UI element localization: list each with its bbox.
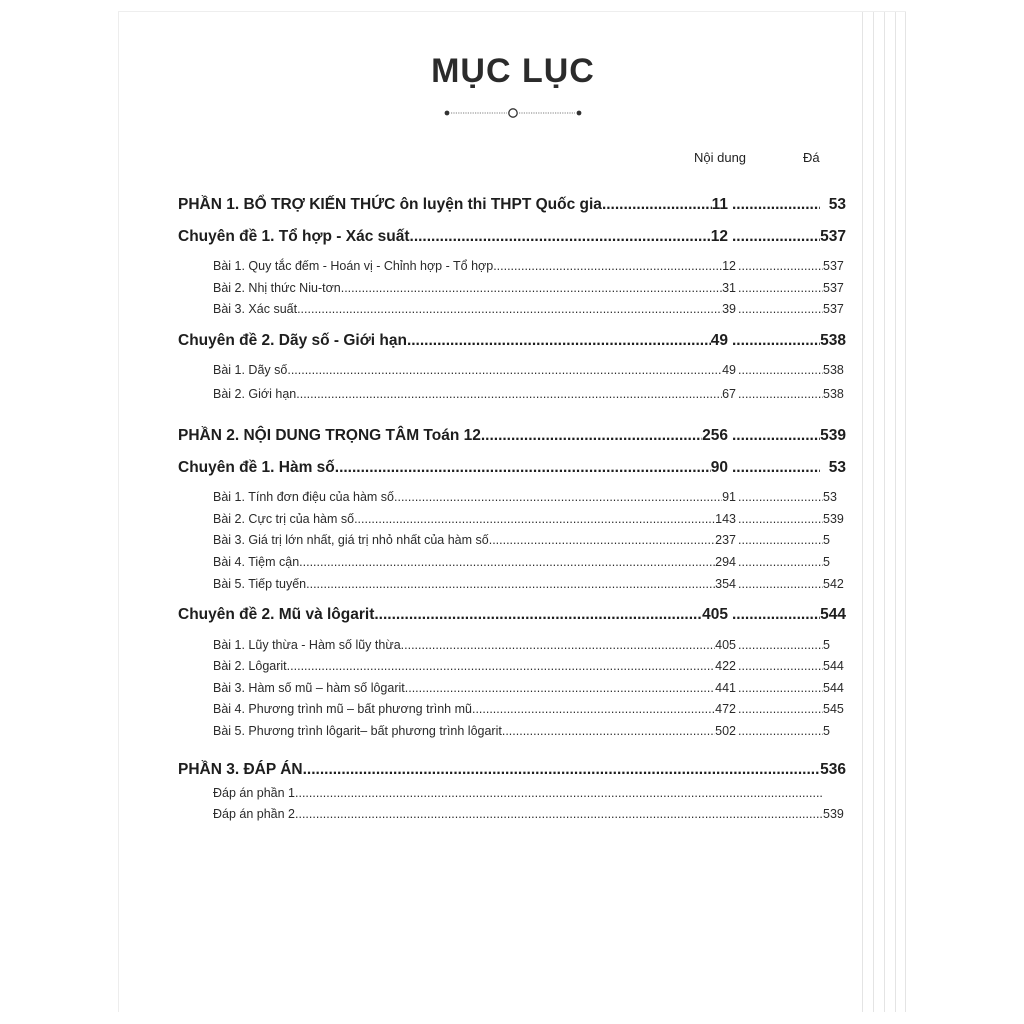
dot-leader bbox=[306, 577, 715, 591]
toc-entry-lesson[interactable] bbox=[213, 387, 846, 409]
entry-title: Bài 1. Lũy thừa - Hàm số lũy thừa bbox=[213, 638, 401, 652]
entry-page: 12 bbox=[722, 259, 736, 273]
entry-answer-page: 5 bbox=[823, 724, 830, 738]
entry-answer-page: 544 bbox=[823, 681, 844, 695]
page-left-edge bbox=[118, 12, 119, 1012]
entry-title: Bài 1. Quy tắc đếm - Hoán vị - Chỉnh hợp - Tổ hợp bbox=[213, 259, 494, 273]
entry-page: 502 bbox=[715, 724, 736, 738]
entry-answer-page: 5 bbox=[823, 555, 830, 569]
toc-entry-chapter[interactable] bbox=[178, 459, 846, 483]
entry-answer-page: 53 bbox=[828, 459, 846, 476]
entry-title: Bài 4. Tiệm cận bbox=[213, 555, 300, 569]
toc-entry-lesson[interactable] bbox=[213, 259, 846, 281]
entry-page: 472 bbox=[715, 702, 736, 716]
entry-title: Đáp án phần 1 bbox=[213, 786, 296, 800]
page-edge-line bbox=[862, 12, 863, 1012]
toc-entry-chapter[interactable] bbox=[178, 332, 846, 356]
entry-answer-page: 537 bbox=[820, 228, 846, 245]
column-header-content: Nội dung bbox=[694, 150, 747, 165]
entry-page: 67 bbox=[722, 387, 736, 401]
entry-page: 12 bbox=[710, 228, 728, 245]
dot-leader bbox=[738, 702, 823, 716]
entry-title: Bài 3. Hàm số mũ – hàm số lôgarit bbox=[213, 681, 405, 695]
dot-leader bbox=[481, 427, 702, 445]
entry-answer-page: 53 bbox=[823, 490, 837, 504]
entry-title: Bài 2. Giới hạn bbox=[213, 387, 297, 401]
entry-page: 90 bbox=[710, 459, 728, 476]
dot-leader bbox=[287, 363, 722, 377]
dot-leader bbox=[489, 533, 715, 547]
toc-entry-lesson[interactable] bbox=[213, 659, 846, 681]
dot-leader bbox=[738, 302, 823, 316]
dot-leader bbox=[732, 196, 820, 214]
dot-leader bbox=[738, 512, 823, 526]
toc-entry-lesson[interactable] bbox=[213, 702, 846, 724]
toc-entry-lesson[interactable] bbox=[213, 681, 846, 703]
entry-page: 31 bbox=[722, 281, 736, 295]
toc-entry-lesson[interactable] bbox=[213, 638, 846, 660]
entry-answer-page: 545 bbox=[823, 702, 844, 716]
entry-answer-page: 5 bbox=[823, 638, 830, 652]
page-top-edge bbox=[118, 11, 906, 12]
dot-leader bbox=[405, 681, 715, 695]
dot-leader bbox=[493, 259, 722, 273]
entry-page: 405 bbox=[702, 606, 728, 623]
entry-answer-page: 539 bbox=[820, 427, 846, 444]
dot-leader bbox=[295, 786, 823, 800]
dot-leader bbox=[738, 577, 823, 591]
entry-page: 143 bbox=[715, 512, 736, 526]
entry-title: Bài 1. Dãy số bbox=[213, 363, 288, 377]
entry-answer-page: 536 bbox=[820, 761, 846, 778]
toc-entry-lesson[interactable] bbox=[213, 533, 846, 555]
dot-leader bbox=[335, 459, 711, 477]
dot-leader bbox=[602, 196, 712, 214]
dot-leader bbox=[738, 681, 823, 695]
entry-page: 354 bbox=[715, 577, 736, 591]
entry-title: Bài 2. Cực trị của hàm số bbox=[213, 512, 355, 526]
dot-leader bbox=[738, 659, 823, 673]
entry-title: Bài 2. Nhị thức Niu-tơn bbox=[213, 281, 341, 295]
entry-answer-page: 538 bbox=[823, 363, 844, 377]
toc-entry-lesson[interactable] bbox=[213, 281, 846, 303]
page-title: MỤC LỤC bbox=[431, 52, 595, 90]
entry-answer-page: 537 bbox=[823, 281, 844, 295]
dot-leader bbox=[732, 606, 820, 624]
entry-answer-page: 538 bbox=[823, 387, 844, 401]
entry-answer-page: 539 bbox=[823, 512, 844, 526]
toc-entry-part-1[interactable] bbox=[178, 196, 846, 220]
dot-leader bbox=[732, 427, 820, 445]
column-header-answers: Đá bbox=[803, 150, 820, 165]
toc-entry-lesson[interactable] bbox=[213, 724, 846, 746]
entry-answer-page: 542 bbox=[823, 577, 844, 591]
dot-leader bbox=[738, 533, 823, 547]
dot-leader bbox=[738, 363, 823, 377]
page-edge-line bbox=[873, 12, 874, 1012]
entry-title: PHẦN 2. NỘI DUNG TRỌNG TÂM Toán 12 bbox=[178, 427, 481, 444]
dot-leader bbox=[738, 555, 823, 569]
dot-leader bbox=[354, 512, 715, 526]
entry-title: PHẦN 1. BỔ TRỢ KIẾN THỨC ôn luyện thi THPT Quốc gia bbox=[178, 196, 602, 213]
dot-leader bbox=[407, 332, 711, 350]
dot-leader bbox=[738, 387, 823, 401]
dot-leader bbox=[394, 490, 722, 504]
dot-leader bbox=[472, 702, 715, 716]
entry-answer-page: 539 bbox=[823, 807, 844, 821]
toc-entry-answers[interactable] bbox=[213, 786, 846, 808]
dot-leader bbox=[738, 281, 823, 295]
dot-leader bbox=[299, 555, 715, 569]
dot-leader bbox=[295, 807, 823, 821]
entry-answer-page: 538 bbox=[820, 332, 846, 349]
entry-title: Bài 1. Tính đơn điệu của hàm số bbox=[213, 490, 394, 504]
toc-entry-lesson[interactable] bbox=[213, 512, 846, 534]
toc-entry-part-2[interactable] bbox=[178, 427, 846, 451]
entry-page: 294 bbox=[715, 555, 736, 569]
page-edge-line bbox=[905, 12, 906, 1012]
entry-title: Bài 5. Tiếp tuyến bbox=[213, 577, 307, 591]
entry-title: Bài 5. Phương trình lôgarit– bất phương trình lôgarit bbox=[213, 724, 502, 738]
entry-page: 11 bbox=[711, 196, 728, 213]
entry-page: 237 bbox=[715, 533, 736, 547]
dot-leader bbox=[738, 259, 823, 273]
entry-page: 39 bbox=[722, 302, 736, 316]
entry-page: 49 bbox=[710, 332, 728, 349]
dot-leader bbox=[410, 228, 711, 246]
toc-entry-lesson[interactable] bbox=[213, 577, 846, 599]
toc-entry-lesson[interactable] bbox=[213, 555, 846, 577]
entry-title: Chuyên đề 2. Mũ và lôgarit bbox=[178, 606, 375, 623]
title-ornament-divider bbox=[443, 106, 583, 120]
entry-title: Chuyên đề 1. Hàm số bbox=[178, 459, 335, 476]
dot-leader bbox=[341, 281, 722, 295]
toc-entry-part-3[interactable] bbox=[178, 761, 846, 785]
entry-answer-page: 53 bbox=[828, 196, 846, 213]
page-edge-line bbox=[884, 12, 885, 1012]
entry-page: 422 bbox=[715, 659, 736, 673]
page-edge-line bbox=[895, 12, 896, 1012]
entry-page: 405 bbox=[715, 638, 736, 652]
entry-title: Bài 2. Lôgarit bbox=[213, 659, 287, 673]
entry-title: Bài 3. Giá trị lớn nhất, giá trị nhỏ nhất của hàm số bbox=[213, 533, 489, 547]
entry-page: 49 bbox=[722, 363, 736, 377]
entry-title: Chuyên đề 2. Dãy số - Giới hạn bbox=[178, 332, 407, 349]
entry-answer-page: 544 bbox=[823, 659, 844, 673]
dot-leader bbox=[738, 638, 823, 652]
dot-leader bbox=[296, 387, 722, 401]
entry-page: 91 bbox=[722, 490, 736, 504]
dot-leader bbox=[732, 228, 820, 246]
dot-leader bbox=[401, 638, 715, 652]
dot-leader bbox=[303, 761, 820, 779]
entry-title: Chuyên đề 1. Tổ hợp - Xác suất bbox=[178, 228, 410, 245]
dot-leader bbox=[738, 490, 823, 504]
entry-answer-page: 5 bbox=[823, 533, 830, 547]
entry-title: PHẦN 3. ĐÁP ÁN bbox=[178, 761, 303, 778]
entry-page: 256 bbox=[702, 427, 728, 444]
toc-entry-answers[interactable] bbox=[213, 807, 846, 829]
toc-entry-chapter[interactable] bbox=[178, 228, 846, 252]
toc-entry-lesson[interactable] bbox=[213, 302, 846, 324]
toc-entry-chapter[interactable] bbox=[178, 606, 846, 630]
dot-leader bbox=[732, 459, 820, 477]
entry-title: Đáp án phần 2 bbox=[213, 807, 296, 821]
dot-leader bbox=[738, 724, 823, 738]
dot-leader bbox=[287, 659, 715, 673]
dot-leader bbox=[732, 332, 820, 350]
toc-entry-lesson[interactable] bbox=[213, 490, 846, 512]
dot-leader bbox=[297, 302, 722, 316]
entry-title: Bài 3. Xác suất bbox=[213, 302, 298, 316]
entry-answer-page: 537 bbox=[823, 259, 844, 273]
toc-entry-lesson[interactable] bbox=[213, 363, 846, 385]
entry-answer-page: 544 bbox=[820, 606, 846, 623]
entry-page: 441 bbox=[715, 681, 736, 695]
dot-leader bbox=[374, 606, 702, 624]
entry-title: Bài 4. Phương trình mũ – bất phương trình mũ bbox=[213, 702, 472, 716]
dot-leader bbox=[502, 724, 715, 738]
entry-answer-page: 537 bbox=[823, 302, 844, 316]
